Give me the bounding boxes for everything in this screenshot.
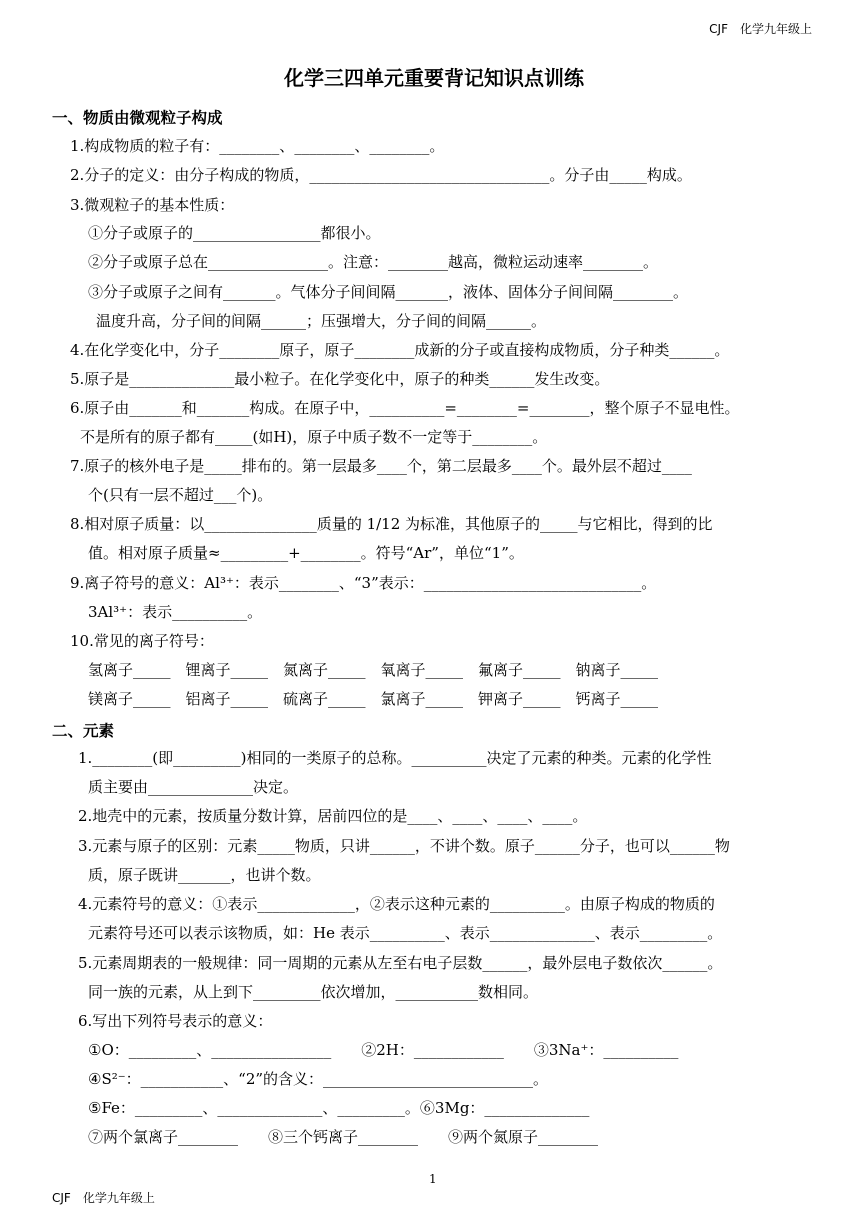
- page-title: 化学三四单元重要背记知识点训练: [284, 66, 584, 90]
- exercise-line: 5.原子是______________最小粒子。在化学变化中，原子的种类______发生改变。: [70, 370, 610, 388]
- exercise-line: 4.在化学变化中，分子________原子，原子________成新的分子或直接构成物质，分子种类______。: [70, 341, 730, 359]
- exercise-line: 3.元素与原子的区别：元素_____物质，只讲______，不讲个数。原子______分子，也可以______物: [78, 837, 730, 855]
- exercise-line: 质主要由______________决定。: [88, 778, 299, 796]
- exercise-line: 1.构成物质的粒子有：________、________、________。: [70, 137, 445, 155]
- exercise-line: 镁离子_____ 铝离子_____ 硫离子_____ 氯离子_____ 钾离子_____ 钙离子_____: [88, 690, 659, 708]
- exercise-line: 氢离子_____ 锂离子_____ 氮离子_____ 氧离子_____ 氟离子_____ 钠离子_____: [88, 661, 659, 679]
- page-header: CJF 化学九年级上: [709, 22, 812, 36]
- page-number: 1: [429, 1172, 437, 1186]
- exercise-line: 6.写出下列符号表示的意义：: [78, 1012, 273, 1030]
- exercise-line: ②分子或原子总在________________。注意：________越高，微粒运动速率________。: [88, 253, 659, 271]
- exercise-line: 同一族的元素，从上到下_________依次增加，___________数相同。: [88, 983, 539, 1001]
- exercise-line: 4.元素符号的意义：①表示_____________，②表示这种元素的__________。由原子构成的物质的: [78, 895, 715, 913]
- exercise-line: 值。相对原子质量≈_________+________。符号“Ar”，单位“1”。: [88, 544, 524, 562]
- exercise-line: 2.分子的定义：由分子构成的物质，________________________________。分子由_____构成。: [70, 166, 692, 184]
- exercise-line: 质，原子既讲_______，也讲个数。: [88, 866, 321, 884]
- exercise-line: 10.常见的离子符号：: [70, 632, 214, 650]
- exercise-line: 7.原子的核外电子是_____排布的。第一层最多____个，第二层最多____个。最外层不超过____: [70, 457, 692, 475]
- exercise-line: ⑤Fe：_________、______________、_________。⑥3Mg：______________: [88, 1099, 590, 1117]
- exercise-line: ①O：_________、________________ ②2H：____________ ③3Na⁺：__________: [88, 1041, 679, 1059]
- exercise-line: 温度升高，分子间的间隔______；压强增大，分子间的间隔______。: [96, 312, 547, 330]
- exercise-line: ③分子或原子之间有_______。气体分子间间隔_______，液体、固体分子间间隔________。: [88, 283, 689, 301]
- exercise-line: 个(只有一层不超过___个)。: [88, 486, 273, 504]
- exercise-line: 3.微观粒子的基本性质：: [70, 196, 235, 214]
- page-footer: CJF 化学九年级上: [52, 1191, 155, 1205]
- exercise-line: 8.相对原子质量：以_______________质量的 1/12 为标准，其他原子的_____与它相比，得到的比: [70, 515, 713, 533]
- section-heading-2: 二、元素: [52, 722, 115, 740]
- exercise-line: 2.地壳中的元素，按质量分数计算，居前四位的是____、____、____、____。: [78, 807, 588, 825]
- exercise-line: ④S²⁻：___________、“2”的含义：____________________________。: [88, 1070, 549, 1088]
- section-heading-1: 一、物质由微观粒子构成: [52, 109, 223, 127]
- exercise-line: 不是所有的原子都有_____(如H)，原子中质子数不一定等于________。: [80, 428, 548, 446]
- exercise-line: 9.离子符号的意义：Al³⁺：表示________、“3”表示：_____________________________。: [70, 574, 657, 592]
- exercise-line: 5.元素周期表的一般规律：同一周期的元素从左至右电子层数______，最外层电子数依次______。: [78, 954, 723, 972]
- exercise-line: 6.原子由_______和_______构成。在原子中，__________=________=________，整个原子不显电性。: [70, 399, 740, 417]
- exercise-line: ⑦两个氯离子________ ⑧三个钙离子________ ⑨两个氮原子________: [88, 1128, 599, 1146]
- exercise-line: ①分子或原子的_________________都很小。: [88, 224, 381, 242]
- exercise-line: 1.________(即_________)相同的一类原子的总称。__________决定了元素的种类。元素的化学性: [78, 749, 712, 767]
- exercise-line: 3Al³⁺：表示__________。: [88, 603, 263, 621]
- exercise-line: 元素符号还可以表示该物质，如：He 表示__________、表示______________、表示_________。: [88, 924, 723, 942]
